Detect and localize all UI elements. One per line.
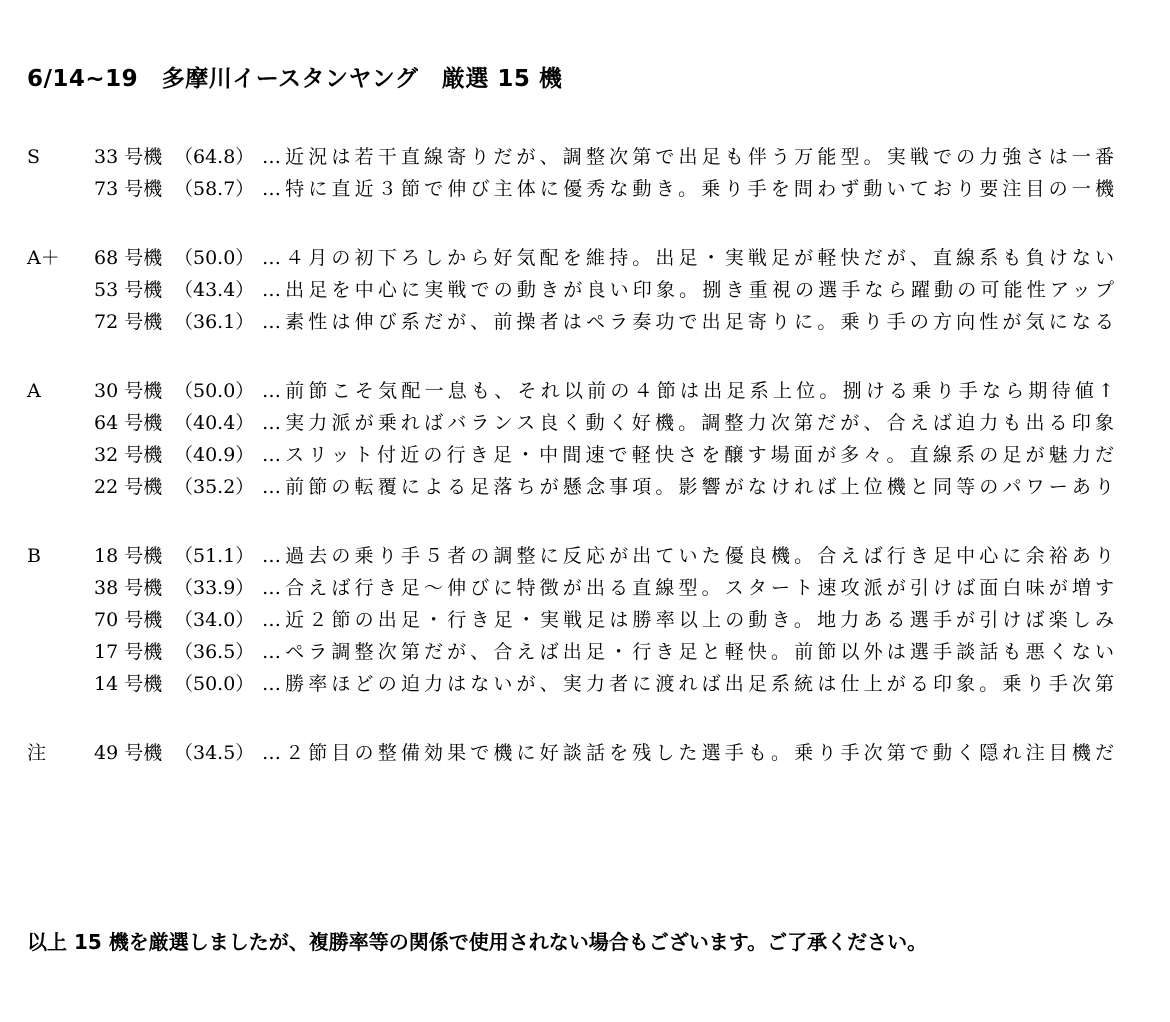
machine-comment: …合えば行き足～伸びに特徴が出る直線型。スタート速攻派が引けば面白味が増す — [262, 577, 1114, 599]
machine-comment: …近２節の出足・行き足・実戦足は勝率以上の動き。地力ある選手が引けば楽しみ — [262, 609, 1114, 631]
grade-label: B — [27, 545, 41, 567]
machine-list — [0, 141, 1170, 806]
machine-row — [0, 407, 1170, 439]
machine-row — [0, 242, 1170, 274]
machine-comment: …出足を中心に実戦での動きが良い印象。捌き重視の選手なら躍動の可能性アップ — [262, 279, 1114, 301]
machine-comment: …過去の乗り手５者の調整に反応が出ていた優良機。合えば行き足中心に余裕あり — [262, 545, 1114, 567]
machine-comment: …４月の初下ろしから好気配を維持。出足・実戦足が軽快だが、直線系も負けない — [262, 247, 1114, 269]
grade-label: A — [27, 380, 41, 402]
machine-row — [0, 737, 1170, 769]
machine-rate: （50.0） — [174, 380, 255, 402]
machine-rate: （34.5） — [174, 742, 255, 764]
machine-comment: …勝率ほどの迫力はないが、実力者に渡れば出足系統は仕上がる印象。乗り手次第 — [262, 673, 1114, 695]
machine-row — [0, 471, 1170, 503]
machine-number: 14 号機 — [94, 673, 163, 695]
machine-comment: …近況は若干直線寄りだが、調整次第で出足も伴う万能型。実戦での力強さは一番 — [262, 146, 1114, 168]
machine-number: 33 号機 — [94, 146, 163, 168]
footer-note: 以上 15 機を厳選しましたが、複勝率等の関係で使用されない場合もございます。ご了承ください。 — [27, 930, 928, 954]
grade-group-a — [0, 375, 1170, 503]
machine-rate: （43.4） — [174, 279, 255, 301]
grade-label: 注 — [27, 742, 47, 764]
machine-number: 17 号機 — [94, 641, 163, 663]
machine-row — [0, 572, 1170, 604]
grade-group-note — [0, 737, 1170, 769]
machine-comment: …前節の転覆による足落ちが懸念事項。影響がなければ上位機と同等のパワーあり — [262, 476, 1114, 498]
machine-row — [0, 636, 1170, 668]
machine-rate: （36.1） — [174, 311, 255, 333]
machine-row — [0, 173, 1170, 205]
machine-comment: …スリット付近の行き足・中間速で軽快さを醸す場面が多々。直線系の足が魅力だ — [262, 444, 1114, 466]
machine-row — [0, 439, 1170, 471]
machine-rate: （40.4） — [174, 412, 255, 434]
machine-comment: …実力派が乗ればバランス良く動く好機。調整力次第だが、合えば迫力も出る印象 — [262, 412, 1114, 434]
machine-comment: …素性は伸び系だが、前操者はペラ奏功で出足寄りに。乗り手の方向性が気になる — [262, 311, 1114, 333]
machine-comment: …２節目の整備効果で機に好談話を残した選手も。乗り手次第で動く隠れ注目機だ — [262, 742, 1114, 764]
machine-rate: （33.9） — [174, 577, 255, 599]
machine-number: 49 号機 — [94, 742, 163, 764]
machine-number: 70 号機 — [94, 609, 163, 631]
page-title: 6/14~19 多摩川イースタンヤング 厳選 15 機 — [27, 66, 563, 92]
machine-number: 68 号機 — [94, 247, 163, 269]
grade-group-b — [0, 540, 1170, 700]
machine-rate: （58.7） — [174, 178, 255, 200]
machine-row — [0, 375, 1170, 407]
grade-label: A＋ — [27, 247, 60, 269]
machine-rate: （51.1） — [174, 545, 255, 567]
machine-rate: （64.8） — [174, 146, 255, 168]
machine-rate: （36.5） — [174, 641, 255, 663]
machine-number: 30 号機 — [94, 380, 163, 402]
machine-comment: …ペラ調整次第だが、合えば出足・行き足と軽快。前節以外は選手談話も悪くない — [262, 641, 1114, 663]
machine-number: 38 号機 — [94, 577, 163, 599]
machine-number: 18 号機 — [94, 545, 163, 567]
machine-row — [0, 604, 1170, 636]
machine-number: 73 号機 — [94, 178, 163, 200]
machine-row — [0, 306, 1170, 338]
machine-number: 53 号機 — [94, 279, 163, 301]
grade-group-a-plus — [0, 242, 1170, 338]
machine-number: 72 号機 — [94, 311, 163, 333]
machine-comment: …特に直近３節で伸び主体に優秀な動き。乗り手を問わず動いており要注目の一機 — [262, 178, 1114, 200]
machine-number: 64 号機 — [94, 412, 163, 434]
machine-rate: （35.2） — [174, 476, 255, 498]
machine-rate: （50.0） — [174, 247, 255, 269]
machine-row — [0, 274, 1170, 306]
machine-number: 22 号機 — [94, 476, 163, 498]
machine-rate: （40.9） — [174, 444, 255, 466]
machine-rate: （50.0） — [174, 673, 255, 695]
grade-label: S — [27, 146, 41, 168]
machine-rate: （34.0） — [174, 609, 255, 631]
machine-row — [0, 141, 1170, 173]
machine-comment: …前節こそ気配一息も、それ以前の４節は出足系上位。捌ける乗り手なら期待値↑ — [262, 380, 1114, 402]
grade-group-s — [0, 141, 1170, 205]
machine-row — [0, 668, 1170, 700]
machine-row — [0, 540, 1170, 572]
machine-number: 32 号機 — [94, 444, 163, 466]
